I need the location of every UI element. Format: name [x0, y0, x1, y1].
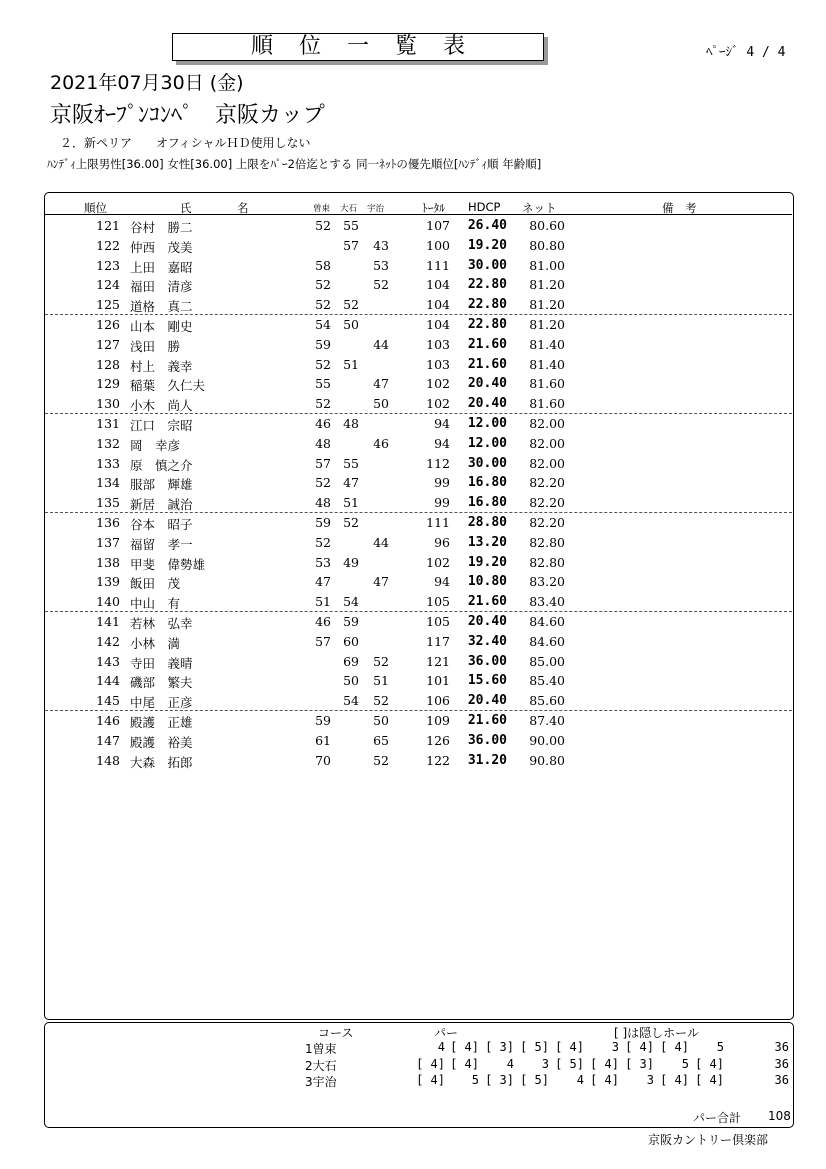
hdcp-cell: 36.00	[467, 653, 507, 669]
hdcp-cell: 12.00	[467, 435, 507, 451]
net-cell: 82.80	[529, 534, 565, 550]
club-name: 京阪カントリー倶楽部	[648, 1133, 769, 1147]
hdcp-cell: 19.20	[467, 237, 507, 253]
hole-par: [ 4]	[660, 1040, 689, 1054]
rank-cell: 141	[96, 614, 120, 629]
table-row	[45, 275, 792, 295]
sone-score-cell: 55	[315, 376, 331, 392]
rank-cell: 132	[96, 435, 120, 451]
hdcp-cell: 19.20	[467, 554, 507, 570]
col-header-name-2: 名	[237, 201, 249, 215]
name-cell: 磯部 繁夫	[130, 675, 193, 691]
col-header-oishi: 大石	[340, 204, 358, 214]
par-total-label: パー合計	[693, 1111, 742, 1125]
sone-score-cell: 61	[315, 732, 331, 748]
net-cell: 83.40	[529, 594, 565, 610]
name-cell: 中尾 正彦	[130, 695, 193, 711]
hole-par: [ 4]	[555, 1040, 584, 1054]
name-cell: 殿護 正雄	[130, 715, 193, 730]
hdcp-cell: 36.00	[467, 732, 507, 748]
total-cell: 104	[426, 277, 450, 293]
hdcp-cell: 21.60	[467, 356, 507, 372]
sone-score-cell: 57	[315, 455, 331, 471]
hole-par: [ 3]	[625, 1056, 654, 1071]
event-date: 2021年07月30日 (金)	[50, 72, 244, 94]
hdcp-cell: 32.40	[467, 633, 507, 649]
rank-cell: 121	[96, 218, 120, 233]
par-total-value: 108	[768, 1109, 791, 1123]
total-cell: 100	[426, 237, 450, 253]
hidden-hole-note: [ ]は隠しホール	[614, 1026, 699, 1040]
table-row	[45, 513, 792, 533]
hdcp-cell: 21.60	[467, 336, 507, 352]
net-cell: 87.40	[529, 713, 565, 728]
total-cell: 103	[426, 356, 450, 372]
uji-score-cell: 52	[373, 693, 389, 709]
oishi-score-cell: 52	[343, 515, 359, 530]
hdcp-cell: 30.00	[467, 257, 507, 273]
net-cell: 82.00	[529, 455, 565, 471]
table-row	[45, 731, 792, 751]
hole-par: 3	[611, 1040, 619, 1054]
oishi-score-cell: 49	[343, 554, 359, 570]
name-cell: 浅田 勝	[130, 338, 181, 354]
rank-cell: 140	[96, 594, 120, 610]
table-row	[45, 256, 792, 276]
net-cell: 81.00	[529, 257, 565, 273]
course-name: 2大石	[305, 1058, 337, 1073]
sone-score-cell: 52	[315, 218, 331, 233]
hole-par: [ 4]	[450, 1056, 479, 1071]
col-header-note: 備 考	[662, 201, 697, 215]
hdcp-cell: 13.20	[467, 534, 507, 550]
table-row	[45, 711, 792, 731]
rank-cell: 128	[96, 356, 120, 372]
net-cell: 82.20	[529, 515, 565, 530]
rank-cell: 145	[96, 693, 120, 709]
hdcp-cell: 20.40	[467, 396, 507, 412]
uji-score-cell: 65	[373, 732, 389, 748]
total-cell: 106	[426, 693, 450, 709]
hole-par: [ 4]	[450, 1040, 479, 1054]
sone-score-cell: 52	[315, 297, 331, 313]
sone-score-cell: 58	[315, 257, 331, 273]
event-name: 京阪ｵｰﾌﾟﾝｺﾝﾍﾟ 京阪カップ	[50, 103, 325, 128]
table-row	[45, 493, 792, 513]
uji-score-cell: 46	[373, 435, 389, 451]
name-cell: 稲葉 久仁夫	[130, 378, 206, 394]
table-row	[45, 632, 792, 652]
rank-cell: 129	[96, 376, 120, 392]
total-cell: 109	[426, 713, 450, 728]
col-header-hdcp: HDCP	[468, 200, 501, 214]
rank-cell: 122	[96, 237, 120, 253]
hdcp-cell: 20.40	[467, 614, 507, 629]
net-cell: 82.00	[529, 416, 565, 431]
name-cell: 原 慎之介	[130, 457, 193, 473]
name-cell: 大森 拓郎	[130, 754, 193, 770]
oishi-score-cell: 51	[343, 495, 359, 511]
hole-par: 5	[716, 1040, 724, 1054]
hdcp-cell: 20.40	[467, 693, 507, 709]
hole-par: [ 4]	[660, 1073, 689, 1087]
hole-par: [ 5]	[520, 1073, 549, 1087]
table-row	[45, 572, 792, 592]
oishi-score-cell: 69	[343, 653, 359, 669]
sone-score-cell: 47	[315, 574, 331, 590]
table-row	[45, 414, 792, 434]
total-cell: 105	[426, 594, 450, 610]
table-row	[45, 691, 792, 711]
net-cell: 80.60	[529, 218, 565, 233]
oishi-score-cell: 50	[343, 673, 359, 689]
rank-cell: 144	[96, 673, 120, 689]
oishi-score-cell: 48	[343, 416, 359, 431]
hdcp-cell: 12.00	[467, 416, 507, 431]
total-cell: 117	[426, 633, 450, 649]
oishi-score-cell: 54	[343, 693, 359, 709]
table-row	[45, 652, 792, 672]
total-cell: 102	[426, 376, 450, 392]
rank-cell: 124	[96, 277, 120, 293]
hdcp-cell: 22.80	[467, 277, 507, 293]
col-header-uji: 宇治	[367, 204, 385, 214]
table-row	[45, 592, 792, 612]
net-cell: 81.20	[529, 277, 565, 293]
net-cell: 90.00	[529, 732, 565, 748]
hdcp-cell: 15.60	[467, 673, 507, 689]
net-cell: 84.60	[529, 633, 565, 649]
rank-cell: 131	[96, 416, 120, 431]
hdcp-cell: 10.80	[467, 574, 507, 590]
sone-score-cell: 51	[315, 594, 331, 610]
sone-score-cell: 52	[315, 534, 331, 550]
table-row	[45, 335, 792, 355]
sone-score-cell: 48	[315, 435, 331, 451]
name-cell: 殿護 裕美	[130, 734, 193, 750]
table-row	[45, 553, 792, 573]
hdcp-cell: 30.00	[467, 455, 507, 471]
handicap-rule: ﾊﾝﾃﾞｨ上限男性[36.00] 女性[36.00] 上限をﾊﾟｰ2倍迄とする 同一ﾈｯﾄの優先順位[ﾊﾝﾃﾞｨ順 年齢順]	[47, 157, 542, 171]
rank-cell: 126	[96, 317, 120, 332]
sone-score-cell: 52	[315, 396, 331, 412]
sone-score-cell: 59	[315, 713, 331, 728]
rank-cell: 130	[96, 396, 120, 412]
hdcp-cell: 22.80	[467, 297, 507, 313]
hdcp-cell: 28.80	[467, 515, 507, 530]
uji-score-cell: 43	[373, 237, 389, 253]
course-row	[305, 1073, 790, 1089]
total-cell: 105	[426, 614, 450, 629]
hole-par: [ 5]	[520, 1040, 549, 1054]
net-cell: 81.40	[529, 336, 565, 352]
rank-cell: 138	[96, 554, 120, 570]
oishi-score-cell: 60	[343, 633, 359, 649]
hdcp-cell: 21.60	[467, 594, 507, 610]
sone-score-cell: 70	[315, 752, 331, 768]
sone-score-cell: 52	[315, 277, 331, 293]
rank-cell: 137	[96, 534, 120, 550]
name-cell: 福田 清彦	[130, 279, 193, 295]
table-row	[45, 473, 792, 493]
name-cell: 服部 輝雄	[130, 477, 193, 493]
rank-cell: 125	[96, 297, 120, 313]
total-cell: 94	[434, 435, 450, 451]
hole-par: [ 3]	[485, 1073, 514, 1087]
course-par-total: 36	[774, 1073, 789, 1087]
name-cell: 仲西 茂美	[130, 239, 193, 255]
total-cell: 94	[434, 416, 450, 431]
name-cell: 小木 尚人	[130, 398, 193, 414]
total-cell: 111	[426, 515, 450, 530]
rank-cell: 143	[96, 653, 120, 669]
total-cell: 104	[426, 317, 450, 332]
total-cell: 111	[426, 257, 450, 273]
uji-score-cell: 51	[373, 673, 389, 689]
total-cell: 102	[426, 554, 450, 570]
net-cell: 81.20	[529, 297, 565, 313]
rank-cell: 133	[96, 455, 120, 471]
oishi-score-cell: 51	[343, 356, 359, 372]
hdcp-cell: 20.40	[467, 376, 507, 392]
table-row	[45, 355, 792, 375]
name-cell: 村上 義幸	[130, 358, 193, 374]
col-header-net: ネット	[522, 201, 557, 215]
hole-par: [ 4]	[695, 1073, 724, 1087]
total-cell: 107	[426, 218, 450, 233]
sone-score-cell: 48	[315, 495, 331, 511]
table-row	[45, 216, 792, 236]
hole-par: 3	[541, 1056, 549, 1071]
table-row	[45, 671, 792, 691]
hole-par: [ 3]	[485, 1040, 514, 1054]
sone-score-cell: 59	[315, 515, 331, 530]
par-label: パー	[434, 1026, 459, 1040]
rank-cell: 139	[96, 574, 120, 590]
hole-par: [ 4]	[625, 1040, 654, 1054]
net-cell: 82.20	[529, 475, 565, 491]
total-cell: 122	[426, 752, 450, 768]
net-cell: 80.80	[529, 237, 565, 253]
table-row	[45, 295, 792, 315]
name-cell: 中山 有	[130, 596, 181, 612]
sone-score-cell: 57	[315, 633, 331, 649]
uji-score-cell: 52	[373, 653, 389, 669]
uji-score-cell: 47	[373, 574, 389, 590]
rank-cell: 147	[96, 732, 120, 748]
sone-score-cell: 59	[315, 336, 331, 352]
name-cell: 谷本 昭子	[130, 517, 193, 532]
table-row	[45, 533, 792, 553]
oishi-score-cell: 50	[343, 317, 359, 332]
name-cell: 谷村 勝二	[130, 220, 193, 235]
net-cell: 82.20	[529, 495, 565, 511]
net-cell: 83.20	[529, 574, 565, 590]
hole-par: [ 4]	[416, 1056, 445, 1071]
oishi-score-cell: 59	[343, 614, 359, 629]
total-cell: 102	[426, 396, 450, 412]
hdcp-cell: 21.60	[467, 713, 507, 728]
hdcp-cell: 26.40	[467, 218, 507, 233]
net-cell: 82.80	[529, 554, 565, 570]
uji-score-cell: 47	[373, 376, 389, 392]
total-cell: 103	[426, 336, 450, 352]
net-cell: 90.80	[529, 752, 565, 768]
rank-cell: 135	[96, 495, 120, 511]
net-cell: 81.60	[529, 396, 565, 412]
course-name: 3宇治	[305, 1075, 337, 1089]
page-title: 順位一覧表	[172, 33, 544, 61]
net-cell: 81.20	[529, 317, 565, 332]
uji-score-cell: 44	[373, 534, 389, 550]
uji-score-cell: 52	[373, 752, 389, 768]
table-row	[45, 434, 792, 454]
course-name: 1曽束	[305, 1042, 337, 1056]
oishi-score-cell: 52	[343, 297, 359, 313]
net-cell: 85.40	[529, 673, 565, 689]
total-cell: 104	[426, 297, 450, 313]
sone-score-cell: 54	[315, 317, 331, 332]
hole-par: [ 4]	[590, 1073, 619, 1087]
uji-score-cell: 50	[373, 396, 389, 412]
name-cell: 道格 真二	[130, 299, 193, 315]
sone-score-cell: 52	[315, 475, 331, 491]
course-row	[305, 1040, 790, 1056]
hdcp-cell: 22.80	[467, 317, 507, 332]
table-row	[45, 315, 792, 335]
total-cell: 96	[434, 534, 450, 550]
uji-score-cell: 53	[373, 257, 389, 273]
hole-par: [ 4]	[590, 1056, 619, 1071]
hole-par: [ 5]	[555, 1056, 584, 1071]
name-cell: 寺田 義晴	[130, 655, 193, 671]
uji-score-cell: 50	[373, 713, 389, 728]
col-header-rank: 順位	[84, 201, 107, 215]
total-cell: 112	[426, 455, 450, 471]
course-par-total: 36	[774, 1056, 789, 1071]
hole-par: 5	[681, 1056, 689, 1071]
name-cell: 江口 宗昭	[130, 418, 193, 433]
scoring-rule: ２．新ペリア オフィシャルＨＤ使用しない	[60, 136, 311, 150]
hole-par: 4	[506, 1056, 514, 1071]
oishi-score-cell: 55	[343, 455, 359, 471]
col-header-total: ﾄｰﾀﾙ	[422, 201, 445, 215]
rank-cell: 134	[96, 475, 120, 491]
hole-par: 4	[437, 1040, 445, 1054]
table-row	[45, 236, 792, 256]
table-row	[45, 394, 792, 414]
col-header-sone: 曽束	[313, 204, 331, 214]
table-row	[45, 612, 792, 632]
table-row	[45, 454, 792, 474]
uji-score-cell: 44	[373, 336, 389, 352]
total-cell: 101	[426, 673, 450, 689]
rank-cell: 136	[96, 515, 120, 530]
col-header-name-1: 氏	[180, 201, 192, 215]
oishi-score-cell: 54	[343, 594, 359, 610]
name-cell: 福留 孝一	[130, 536, 193, 552]
total-cell: 99	[434, 495, 450, 511]
net-cell: 82.00	[529, 435, 565, 451]
uji-score-cell: 52	[373, 277, 389, 293]
table-row	[45, 751, 792, 771]
oishi-score-cell: 47	[343, 475, 359, 491]
course-par-total: 36	[774, 1040, 789, 1054]
name-cell: 若林 弘幸	[130, 616, 193, 631]
hdcp-cell: 16.80	[467, 475, 507, 491]
net-cell: 84.60	[529, 614, 565, 629]
hole-par: [ 4]	[695, 1056, 724, 1071]
rank-cell: 146	[96, 713, 120, 728]
hole-par: 4	[576, 1073, 584, 1087]
sone-score-cell: 52	[315, 356, 331, 372]
rank-cell: 148	[96, 752, 120, 768]
name-cell: 小林 満	[130, 635, 181, 651]
total-cell: 121	[426, 653, 450, 669]
table-row	[45, 374, 792, 394]
name-cell: 上田 嘉昭	[130, 259, 193, 275]
rank-cell: 127	[96, 336, 120, 352]
header-rule	[45, 214, 792, 215]
hole-par: 3	[646, 1073, 654, 1087]
total-cell: 126	[426, 732, 450, 748]
sone-score-cell: 46	[315, 614, 331, 629]
hdcp-cell: 16.80	[467, 495, 507, 511]
hole-par: 5	[471, 1073, 479, 1087]
total-cell: 99	[434, 475, 450, 491]
name-cell: 山本 剛史	[130, 319, 193, 334]
net-cell: 85.00	[529, 653, 565, 669]
course-label: コース	[318, 1026, 354, 1040]
sone-score-cell: 46	[315, 416, 331, 431]
oishi-score-cell: 57	[343, 237, 359, 253]
net-cell: 85.60	[529, 693, 565, 709]
rank-cell: 123	[96, 257, 120, 273]
name-cell: 新居 誠治	[130, 497, 193, 513]
net-cell: 81.60	[529, 376, 565, 392]
hdcp-cell: 31.20	[467, 752, 507, 768]
sone-score-cell: 53	[315, 554, 331, 570]
hole-par: [ 4]	[416, 1073, 445, 1087]
name-cell: 岡 幸彦	[130, 437, 181, 453]
page-number: ﾍﾟｰｼﾞ 4 / 4	[706, 45, 786, 60]
rank-cell: 142	[96, 633, 120, 649]
name-cell: 甲斐 偉勢雄	[130, 556, 206, 572]
oishi-score-cell: 55	[343, 218, 359, 233]
name-cell: 飯田 茂	[130, 576, 181, 592]
net-cell: 81.40	[529, 356, 565, 372]
total-cell: 94	[434, 574, 450, 590]
course-row	[305, 1057, 790, 1073]
